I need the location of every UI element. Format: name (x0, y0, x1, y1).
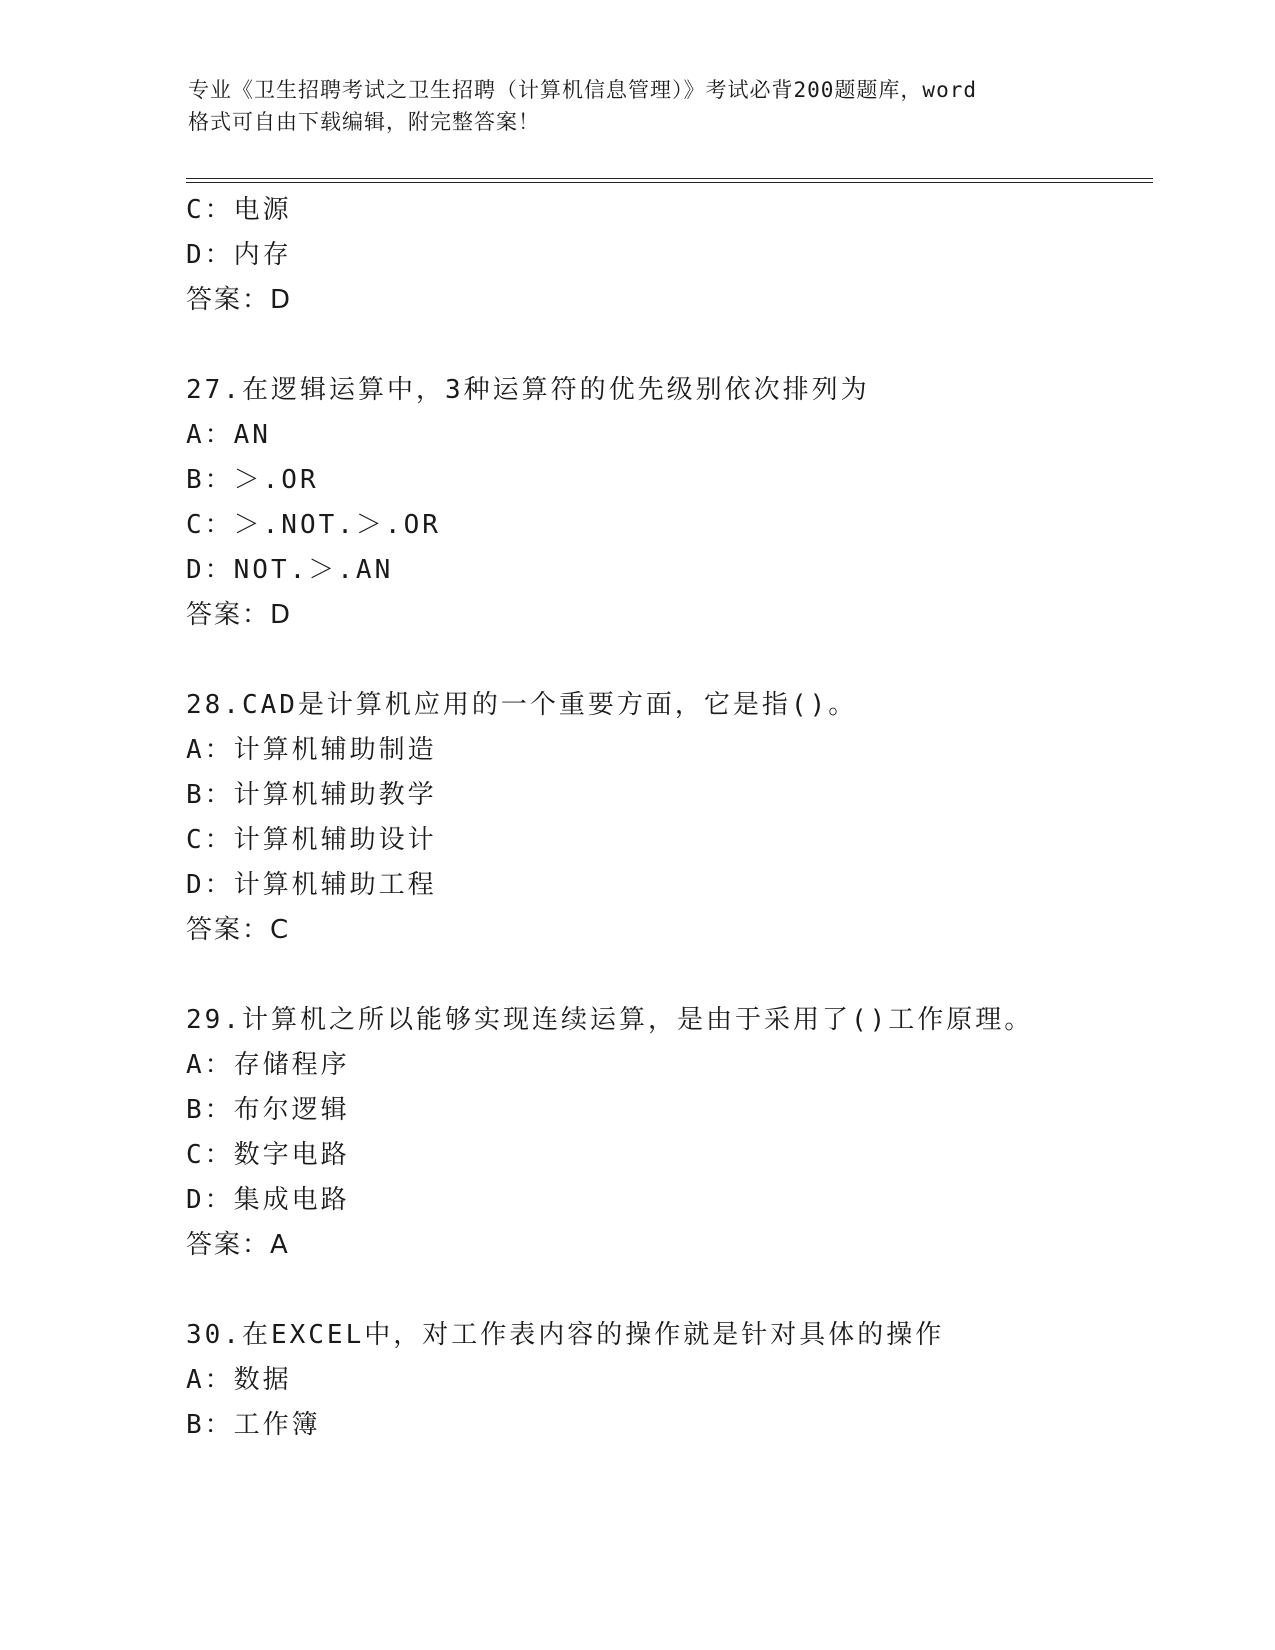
question-27-answer: 答案：D (186, 600, 293, 630)
question-29-stem: 29.计算机之所以能够实现连续运算，是由于采用了()工作原理。 (186, 1005, 1034, 1035)
prev-answer: 答案：D (186, 285, 293, 315)
question-28-answer: 答案：C (186, 915, 291, 945)
question-28-option-b: B：计算机辅助教学 (186, 780, 437, 810)
question-28-option-c: C：计算机辅助设计 (186, 825, 437, 855)
question-28-stem: 28.CAD是计算机应用的一个重要方面，它是指()。 (186, 690, 858, 720)
document-header (188, 74, 1088, 138)
question-29-option-a: A：存储程序 (186, 1050, 350, 1080)
question-29-option-d: D：集成电路 (186, 1185, 350, 1215)
question-30-option-a: A：数据 (186, 1365, 292, 1395)
question-29-answer: 答案：A (186, 1230, 290, 1260)
question-29-option-c: C：数字电路 (186, 1140, 350, 1170)
question-27-stem: 27.在逻辑运算中，3种运算符的优先级别依次排列为 (186, 375, 870, 405)
question-28-option-a: A：计算机辅助制造 (186, 735, 437, 765)
question-30-stem: 30.在EXCEL中，对工作表内容的操作就是针对具体的操作 (186, 1320, 945, 1350)
question-27-option-c: C：＞.NOT.＞.OR (186, 510, 441, 540)
header-text-line-2: 格式可自由下载编辑，附完整答案！ (188, 110, 540, 134)
prev-option-c: C：电源 (186, 195, 292, 225)
question-30-option-b: B：工作簿 (186, 1410, 321, 1440)
header-divider (186, 178, 1153, 183)
question-27-option-d: D：NOT.＞.AN (186, 555, 394, 585)
prev-option-d: D：内存 (186, 240, 292, 270)
question-27-option-a: A：AN (186, 420, 271, 450)
header-text-line-1: 专业《卫生招聘考试之卫生招聘（计算机信息管理）》考试必背200题题库，word (188, 78, 977, 102)
question-29-option-b: B：布尔逻辑 (186, 1095, 350, 1125)
question-28-option-d: D：计算机辅助工程 (186, 870, 437, 900)
question-27-option-b: B：＞.OR (186, 465, 319, 495)
